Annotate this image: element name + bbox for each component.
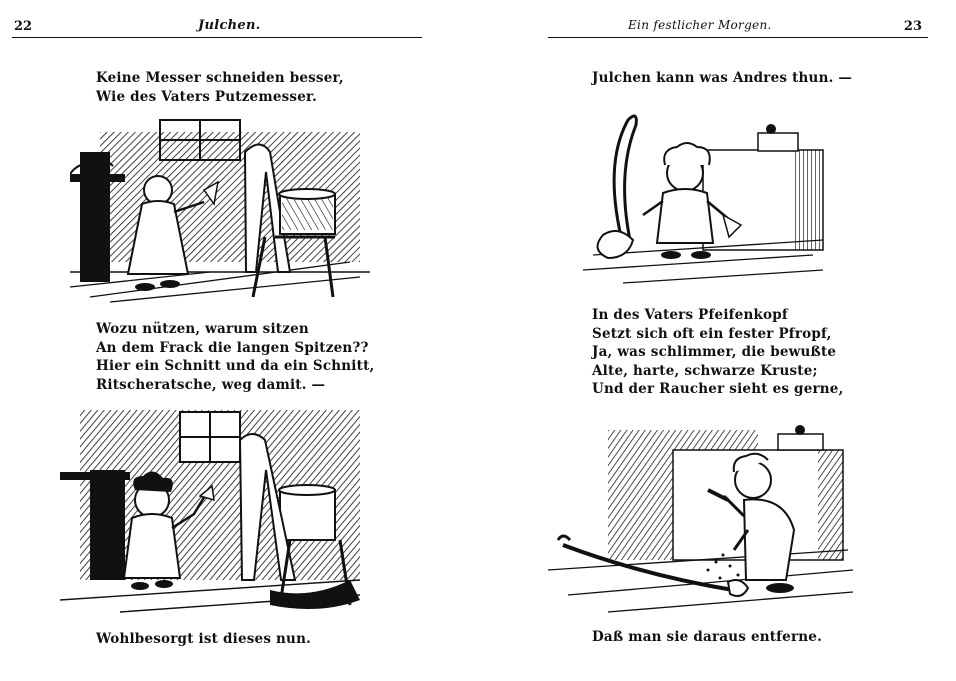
verse-line: Ritscheratsche, weg damit. — xyxy=(96,376,326,393)
illustration-girl-cutting-coat xyxy=(70,112,370,307)
verse-line: Wie des Vaters Putzemesser. xyxy=(96,88,317,105)
page-number-right: 23 xyxy=(903,19,922,34)
verse-block-left-2 xyxy=(96,320,374,394)
verse-line: An dem Frack die langen Spitzen?? xyxy=(96,339,369,356)
verse-line: Alte, harte, schwarze Kruste; xyxy=(592,362,818,379)
illustration-girl-with-pipe xyxy=(583,105,833,285)
verse-block-right-3 xyxy=(592,628,822,647)
illustration-girl-cleaning-pipe xyxy=(548,420,858,615)
verse-block-left-1 xyxy=(96,69,344,106)
verse-block-right-2 xyxy=(592,306,844,399)
verse-line: Wozu nützen, warum sitzen xyxy=(96,321,309,337)
header-rule-right xyxy=(548,37,928,38)
verse-line: Julchen kann was Andres thun. — xyxy=(592,70,853,86)
verse-block-left-3 xyxy=(96,630,311,649)
running-head-left: Julchen. xyxy=(198,18,261,33)
page-number-left: 22 xyxy=(14,19,33,34)
verse-line: Und der Raucher sieht es gerne, xyxy=(592,381,844,397)
verse-line: Ja, was schlimmer, die bewußte xyxy=(592,344,837,360)
verse-line: Keine Messer schneiden besser, xyxy=(96,70,344,86)
verse-line: In des Vaters Pfeifenkopf xyxy=(592,307,788,323)
illustration-girl-with-knife xyxy=(60,400,365,615)
verse-line: Setzt sich oft ein fester Pfropf, xyxy=(592,325,832,342)
verse-line: Daß man sie daraus entferne. xyxy=(592,629,822,645)
verse-block-right-1 xyxy=(592,69,852,88)
verse-line: Hier ein Schnitt und da ein Schnitt, xyxy=(96,358,375,374)
header-rule-left xyxy=(12,37,422,38)
right-page xyxy=(478,0,956,681)
running-head-right: Ein festlicher Morgen. xyxy=(628,18,772,32)
verse-line: Wohlbesorgt ist dieses nun. xyxy=(96,631,311,647)
